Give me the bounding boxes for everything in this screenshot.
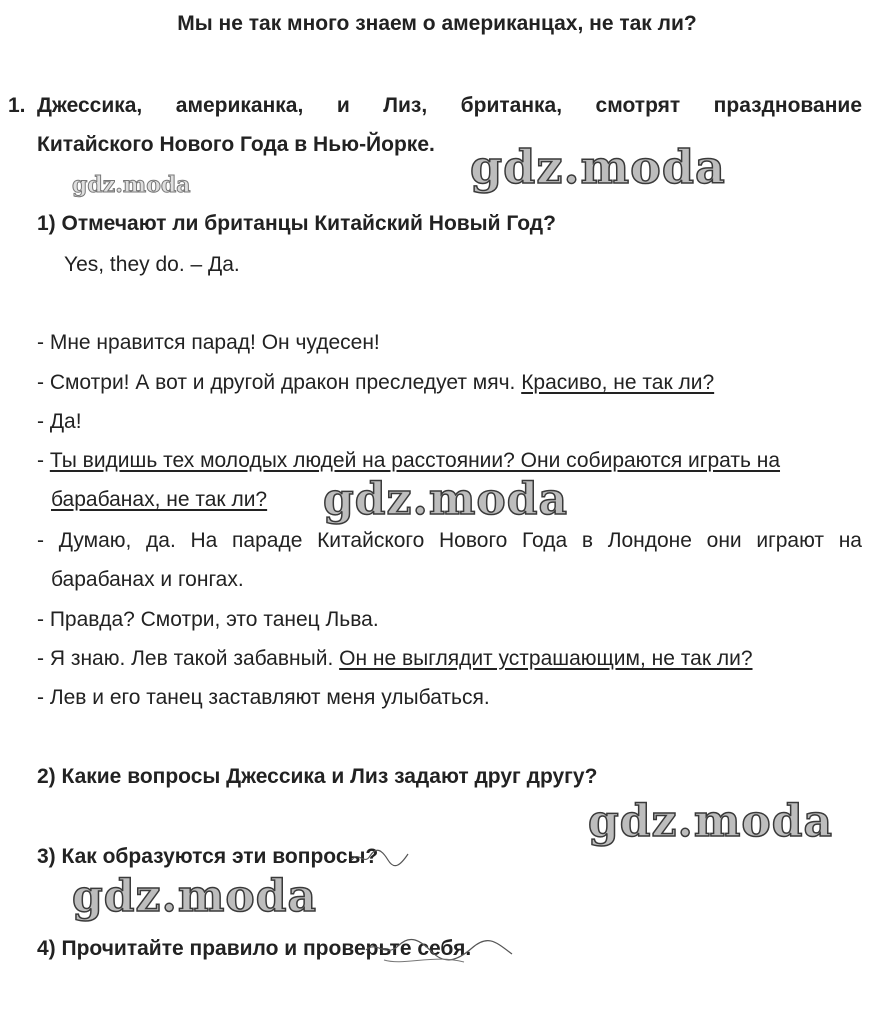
- dialogue-line-4a: [37, 449, 780, 473]
- dialogue-line-2: [37, 371, 714, 395]
- dialogue-line-3: - Да!: [37, 410, 82, 433]
- watermark-1: gdz.moda: [470, 140, 726, 194]
- dialogue-line-6: - Правда? Смотри, это танец Льва.: [37, 608, 379, 631]
- watermark-2: gdz.moda: [323, 474, 569, 525]
- question-4: 4) Прочитайте правило и проверьте себя.: [37, 937, 472, 960]
- underlined-tag-question-2b: барабанах, не так ли?: [51, 488, 268, 511]
- underlined-tag-question-3: Он не выглядит устрашающим, не так ли?: [339, 647, 753, 670]
- dialogue-line-1: - Мне нравится парад! Он чудесен!: [37, 331, 380, 354]
- pen-scribble-2: [364, 936, 514, 968]
- question-2: 2) Какие вопросы Джессика и Лиз задают друг другу?: [37, 765, 598, 788]
- dialogue-line-4-dash: -: [37, 449, 50, 472]
- page-title: Мы не так много знаем о американцах, не так ли?: [177, 12, 697, 35]
- dialogue-line-7: [37, 647, 753, 671]
- dialogue-line-4b: [51, 488, 267, 512]
- question-3: 3) Как образуются эти вопросы?: [37, 845, 379, 868]
- watermark-3: gdz.moda: [588, 796, 834, 847]
- dialogue-line-5a: - Думаю, да. На параде Китайского Нового Года в Лондоне они играют на: [37, 529, 862, 552]
- underlined-tag-question-2a: Ты видишь тех молодых людей на расстоянии? Они собираются играть на: [49, 449, 781, 472]
- task-1-number: 1.: [8, 94, 26, 117]
- watermark-4: gdz.moda: [72, 871, 318, 922]
- task-1-intro-line-2: Китайского Нового Года в Нью-Йорке.: [37, 133, 435, 156]
- dialogue-line-7-text: - Я знаю. Лев такой забавный.: [37, 647, 340, 670]
- question-1: 1) Отмечают ли британцы Китайский Новый Год?: [37, 212, 556, 235]
- underlined-tag-question-1: Красиво, не так ли?: [521, 371, 715, 394]
- dialogue-line-5b: барабанах и гонгах.: [51, 568, 244, 591]
- watermark-small: gdz.moda: [72, 172, 191, 198]
- task-1-intro-line-1: Джессика, американка, и Лиз, британка, смотрят празднование: [37, 94, 862, 117]
- dialogue-line-8: - Лев и его танец заставляют меня улыбаться.: [37, 686, 490, 709]
- pen-scribble-1: [350, 846, 410, 870]
- dialogue-line-2-text: - Смотри! А вот и другой дракон преследует мяч.: [37, 371, 522, 394]
- answer-1: Yes, they do. – Да.: [64, 253, 240, 276]
